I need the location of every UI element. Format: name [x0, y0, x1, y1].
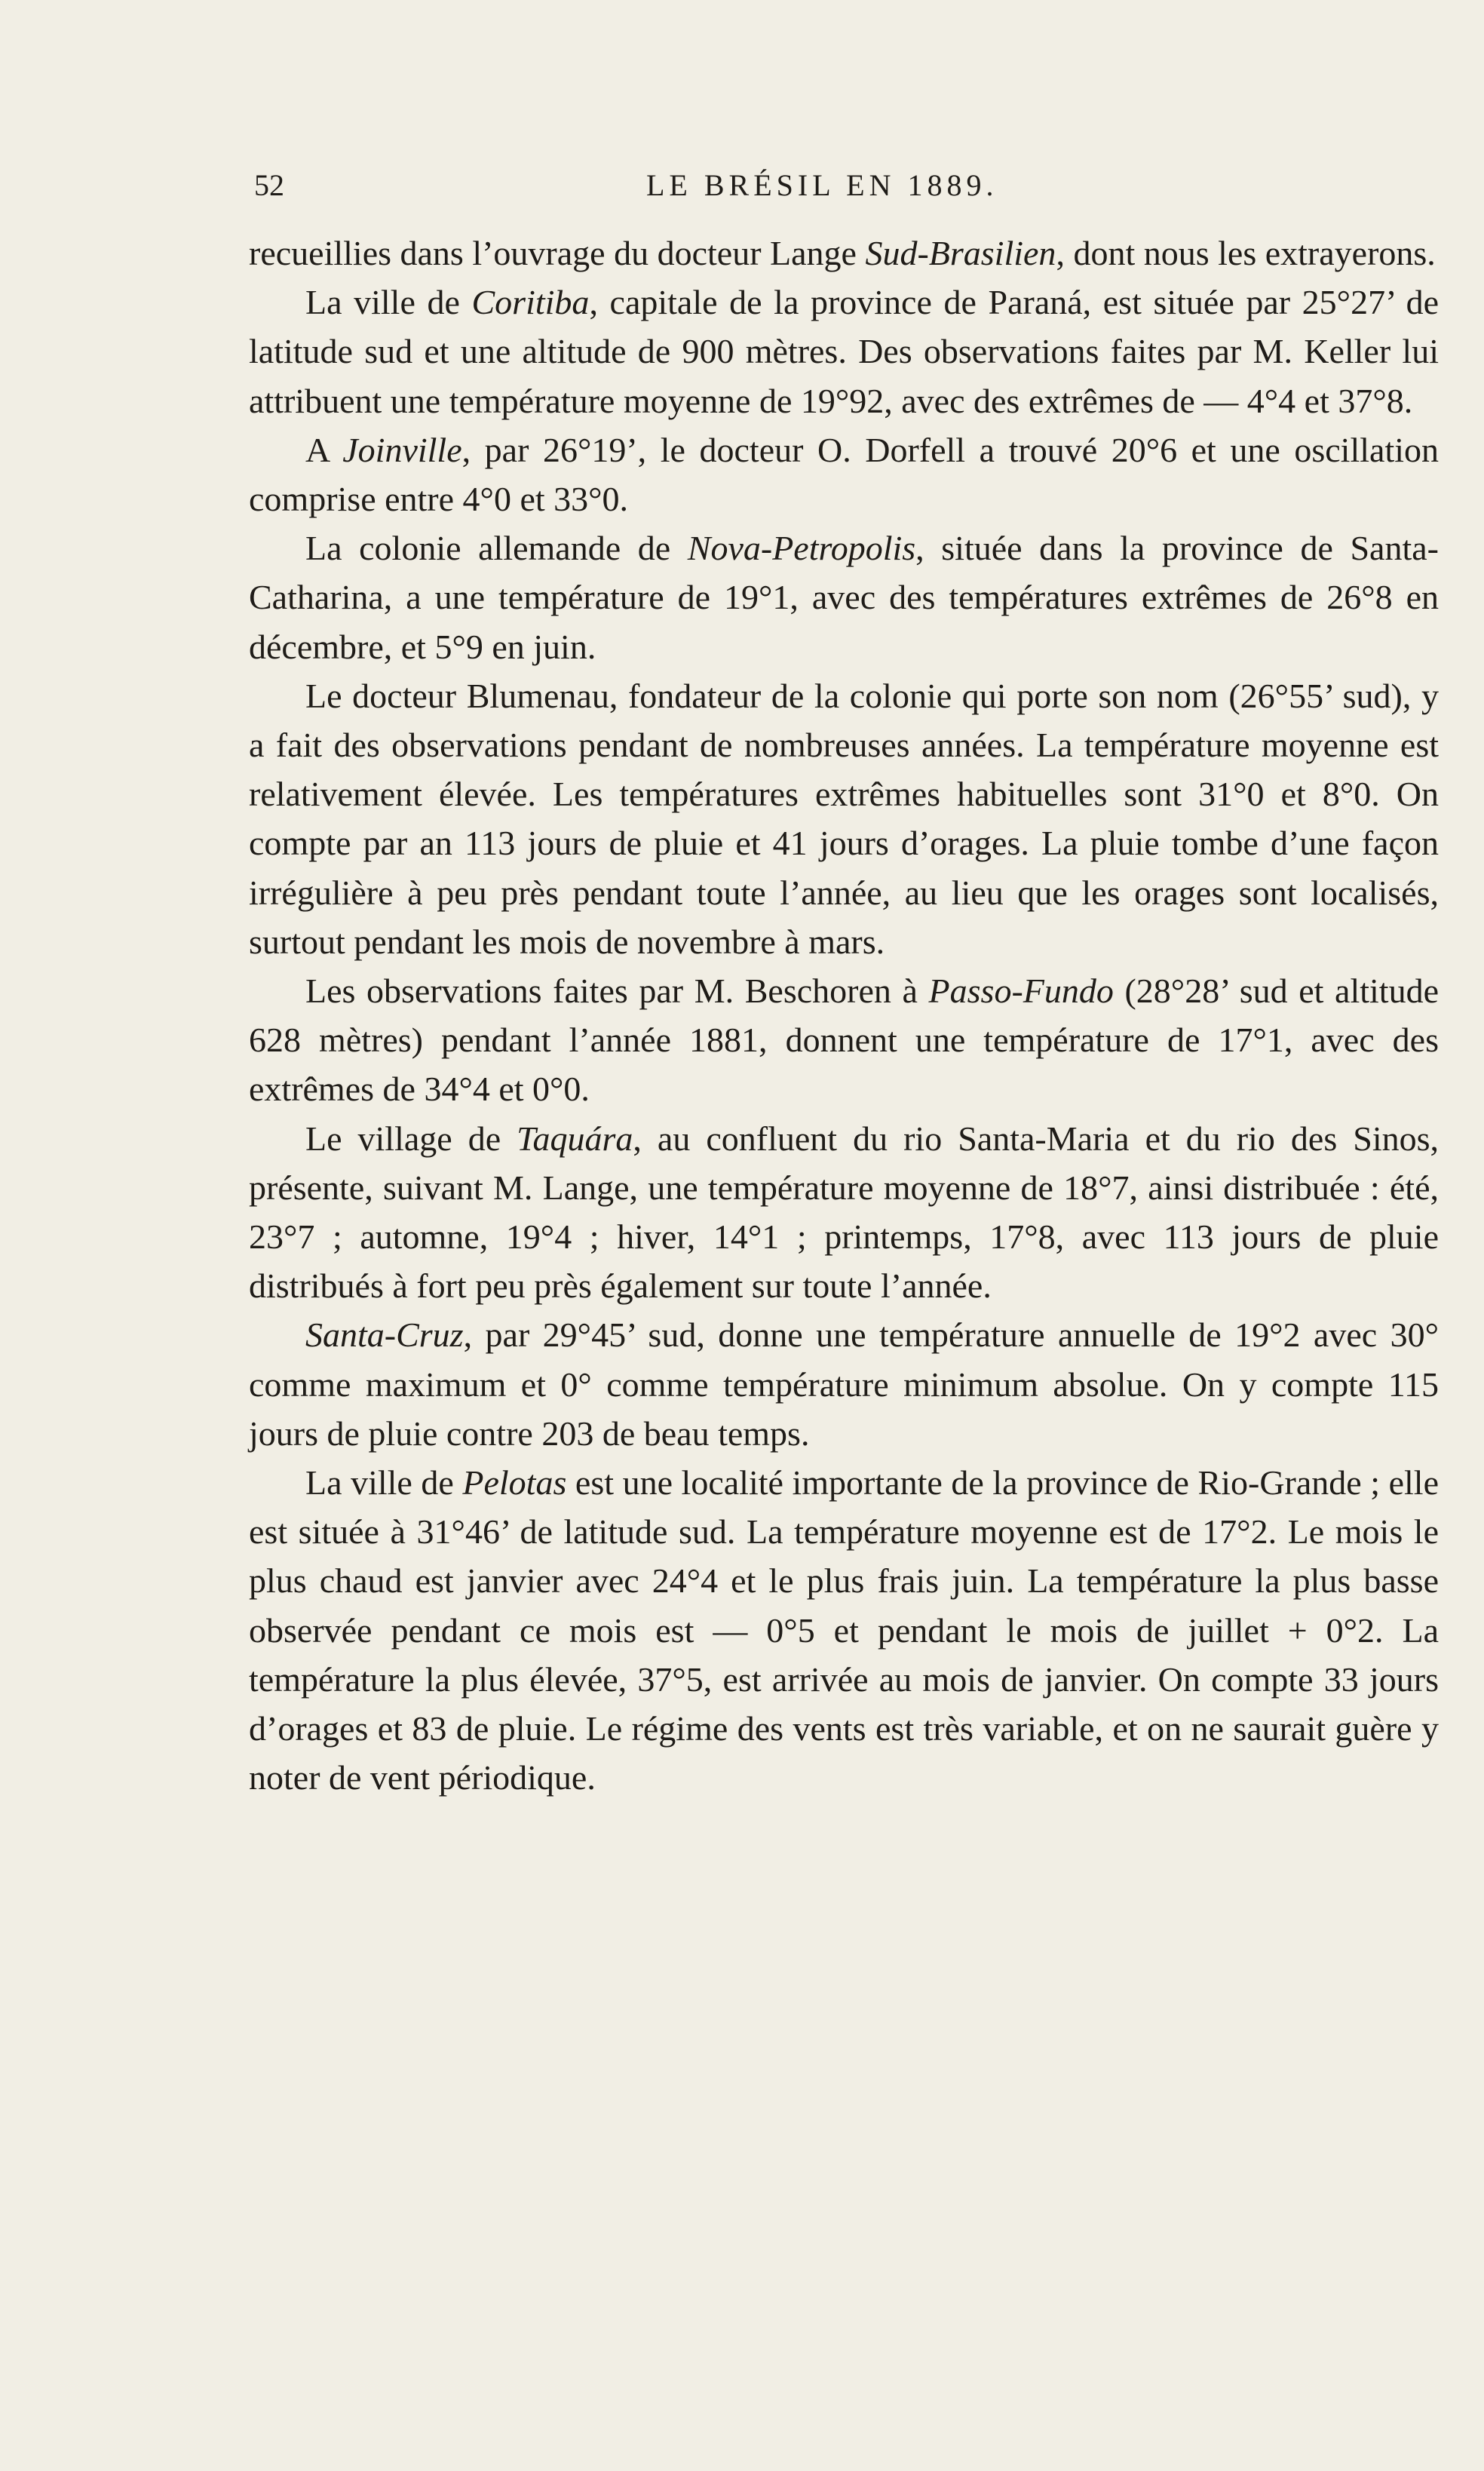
text-run: , par 26°19’, le docteur O. Dorfell a trouvé 20°6 et une oscillation comprise entre 4°0 et 33°0.	[249, 430, 1440, 519]
paragraph	[249, 425, 1439, 523]
text-run: , au confluent du rio Santa-Maria et du rio des Sinos, présente, suivant M. Lange, une température moyenne de 18°7, ainsi distribuée : été, 23°7 ; automne, 19°4 ; hiver, 14°1 ; printemps, 17°8, avec 113 jours de pluie distribués à fort peu près également sur toute l’année.	[249, 1119, 1439, 1306]
place-name: Sud-Brasilien	[865, 234, 1056, 272]
text-run: recueillies dans l’ouvrage du docteur Lange	[249, 234, 866, 272]
paragraph	[249, 1114, 1439, 1311]
text-run: A	[305, 430, 343, 469]
text-run: La ville de	[305, 283, 472, 322]
place-name: Passo-Fundo	[928, 972, 1114, 1011]
running-title: LE BRÉSIL EN 1889.	[646, 168, 998, 202]
place-name: Nova-Petropolis	[687, 529, 916, 568]
paragraph	[249, 523, 1439, 671]
place-name: Santa-Cruz	[305, 1315, 464, 1355]
paragraph	[249, 966, 1439, 1114]
paragraph	[249, 278, 1439, 425]
text-run: est une localité importante de la province de Rio-Grande ; elle est située à 31°46’ de latitude sud. La température moyenne est de 17°2. Le mois le plus chaud est janvier avec 24°4 et le plus frais juin. La température la plus basse observée pendant ce mois est — 0°5 et pendant le mois de juillet + 0°2. La température la plus élevée, 37°5, est arrivée au mois de janvier. On compte 33 jours d’orages et 83 de pluie. Le régime des vents est très variable, et on ne saurait guère y noter de vent périodique.	[249, 1463, 1439, 1797]
page-header	[254, 163, 1438, 208]
paragraph	[249, 229, 1439, 278]
text-run: La ville de	[305, 1463, 463, 1503]
text-run: Les observations faites par M. Beschoren à	[305, 972, 929, 1011]
text-run: Le docteur Blumenau, fondateur de la colonie qui porte son nom (26°55’ sud), y a fait des observations pendant de nombreuses années. La température moyenne est relativement élevée. Les températures extrêmes habituelles sont 31°0 et 8°0. On compte par an 113 jours de pluie et 41 jours d’orages. La pluie tombe d’une façon irrégulière à peu près pendant toute l’année, au lieu que les orages sont localisés, surtout pendant les mois de novembre à mars.	[249, 676, 1439, 961]
paragraph	[249, 1458, 1439, 1802]
text-run: , capitale de la province de Paraná, est située par 25°27’ de latitude sud et une altitude de 900 mètres. Des observations faites par M. Keller lui attribuent une température moyenne de 19°92, avec des extrêmes de — 4°4 et 37°8.	[249, 283, 1439, 420]
body-text	[249, 229, 1439, 1803]
place-name: Pelotas	[462, 1463, 567, 1503]
paragraph	[249, 1310, 1439, 1458]
place-name: Coritiba	[471, 283, 590, 322]
paragraph	[249, 671, 1439, 966]
text-run: La colonie allemande de	[305, 529, 688, 568]
text-run: (28°28’ sud et altitude 628 mètres) pendant l’année 1881, donnent une température de 17°1, avec des extrêmes de 34°4 et 0°0.	[249, 972, 1439, 1109]
text-run: , par 29°45’ sud, donne une température annuelle de 19°2 avec 30° comme maximum et 0° comme température minimum absolue. On y compte 115 jours de pluie contre 203 de beau temps.	[249, 1315, 1439, 1453]
place-name: Taquára	[517, 1119, 633, 1158]
text-run: , située dans la province de Santa-Catharina, a une température de 19°1, avec des températures extrêmes de 26°8 en décembre, et 5°9 en juin.	[249, 529, 1439, 666]
text-run: Le village de	[305, 1119, 517, 1158]
page-number: 52	[254, 168, 284, 202]
text-run: , dont nous les extrayerons.	[1056, 234, 1436, 272]
place-name: Joinville	[342, 430, 462, 469]
